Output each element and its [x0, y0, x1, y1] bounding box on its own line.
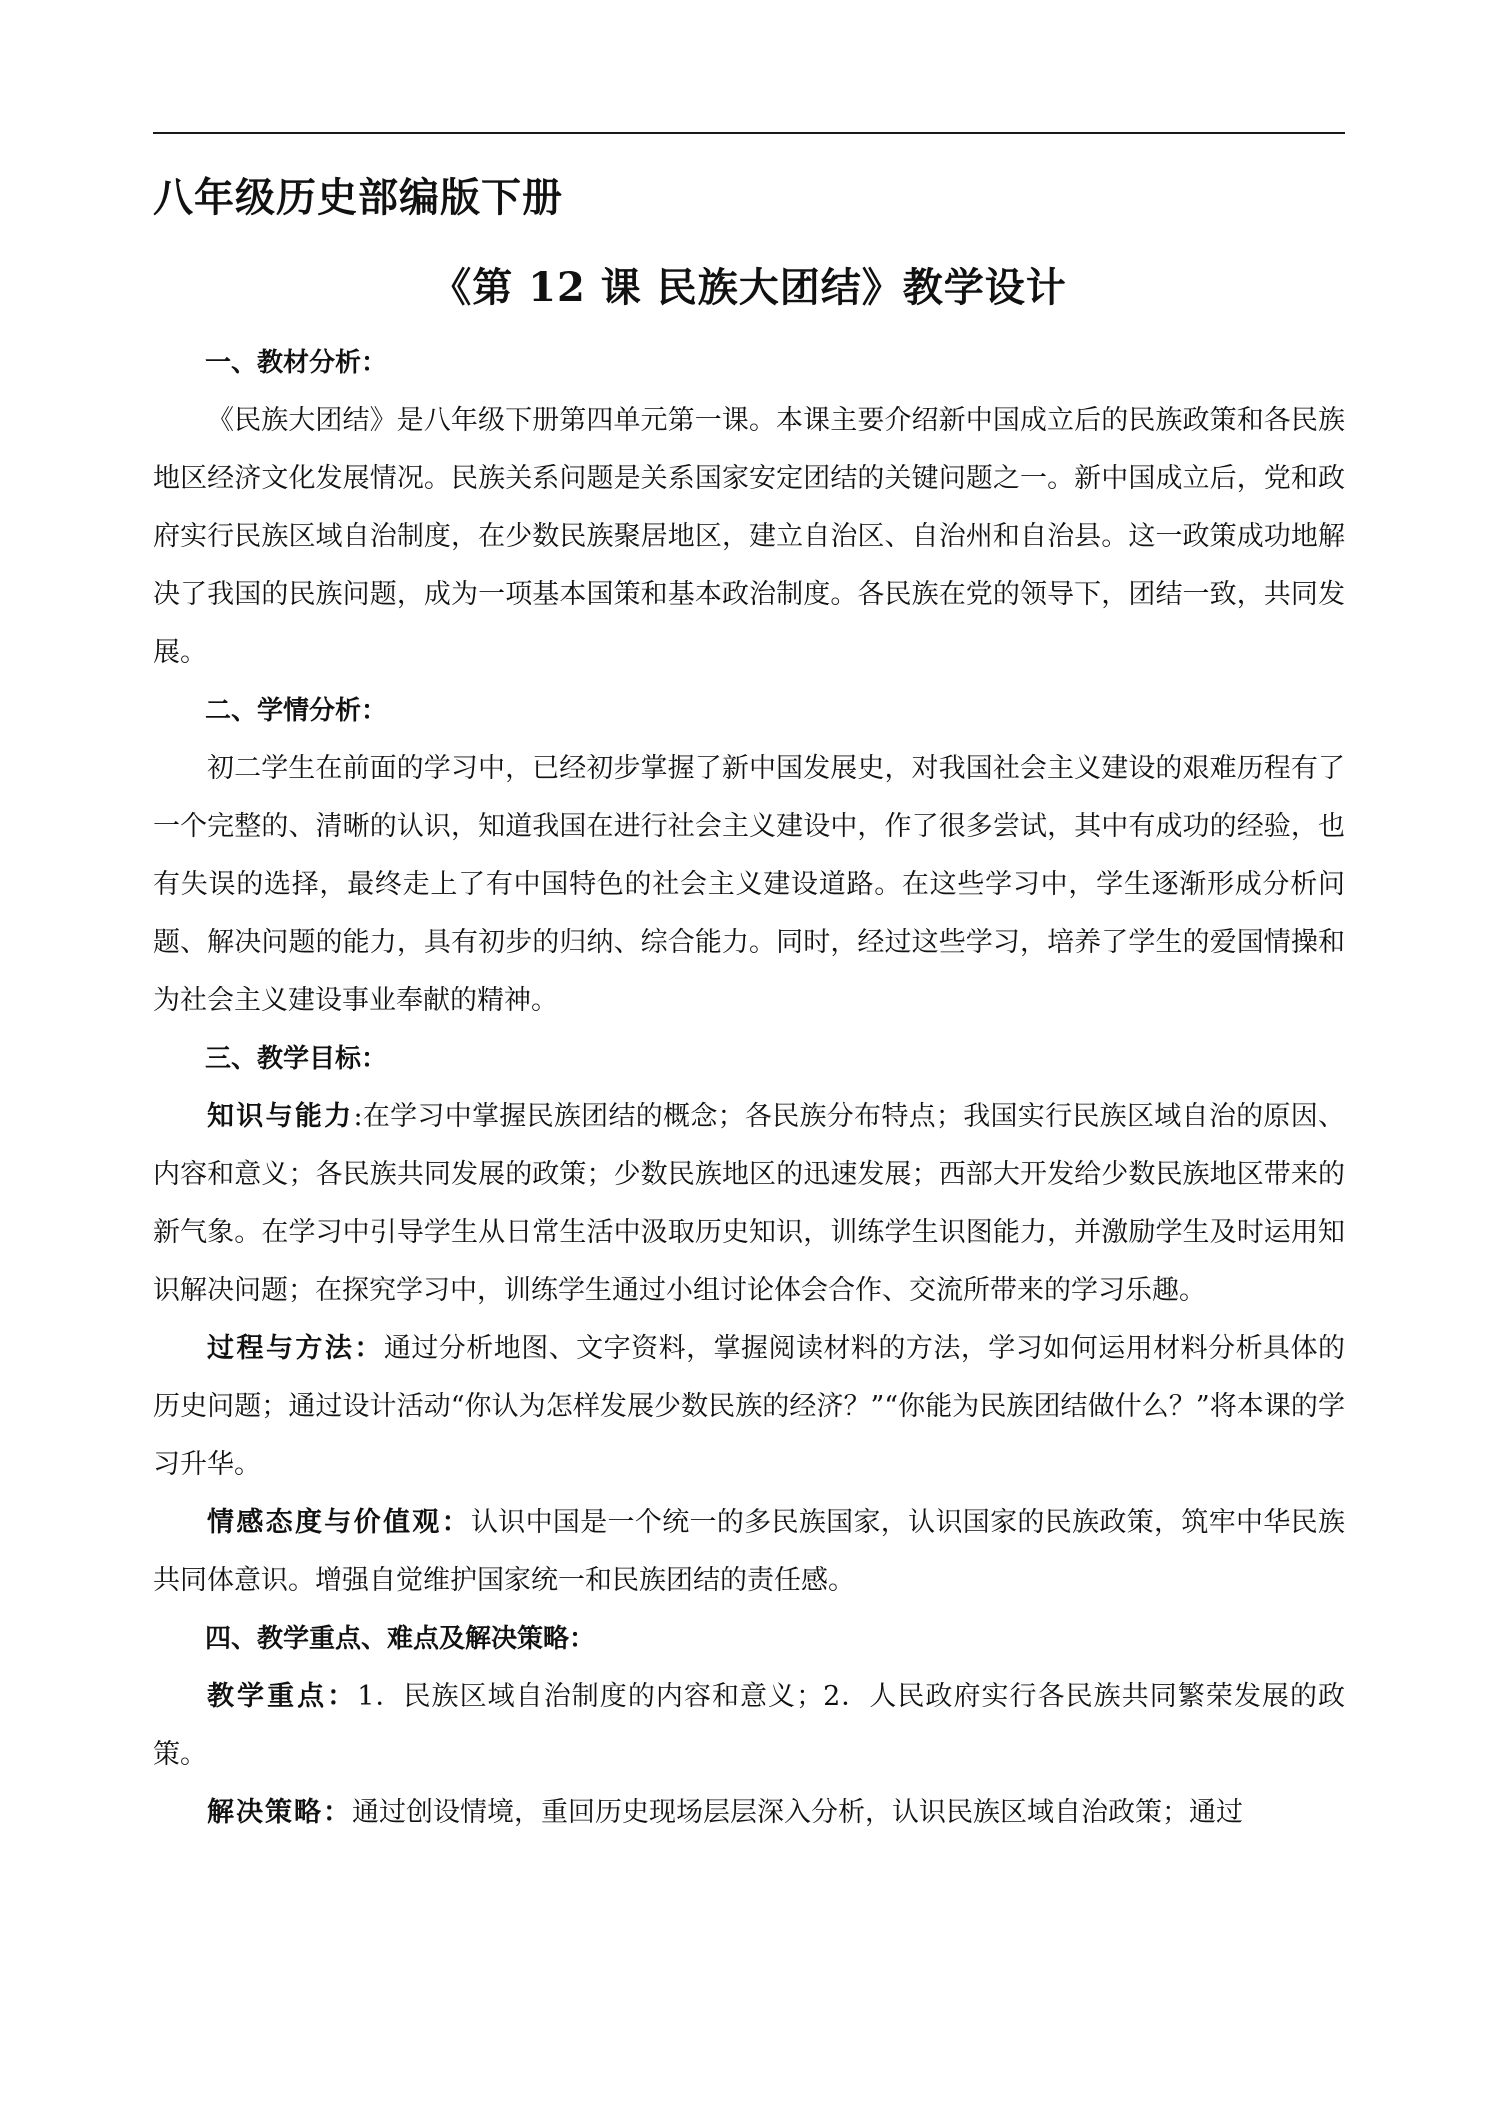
objective-process-method [153, 1320, 1345, 1494]
objective-text: :在学习中掌握民族团结的概念；各民族分布特点；我国实行民族区域自治的原因、内容和意义；各民族共同发展的政策；少数民族地区的迅速发展；西部大开发给少数民族地区带来的新气象。在学习中引导学生从日常生活中汲取历史知识，训练学生识图能力，并激励学生及时运用知识解决问题；在探究学习中，训练学生通过小组讨论体会合作、交流所带来的学习乐趣。 [153, 1101, 1345, 1306]
objective-lead-label: 知识与能力 [207, 1101, 354, 1132]
section-heading-key-points: 四、教学重点、难点及解决策略： [205, 1624, 596, 1654]
key-point-text: 1．民族区域自治制度的内容和意义；2．人民政府实行各民族共同繁荣发展的政策。 [153, 1681, 1346, 1770]
paragraph-textbook-analysis: 《民族大团结》是八年级下册第四单元第一课。本课主要介绍新中国成立后的民族政策和各民族地区经济文化发展情况。民族关系问题是关系国家安定团结的关键问题之一。新中国成立后，党和政府实行民族区域自治制度，在少数民族聚居地区，建立自治区、自治州和自治县。这一政策成功地解决了我国的民族问题，成为一项基本国策和基本政治制度。各民族在党的领导下，团结一致，共同发展。 [153, 405, 1345, 668]
section-heading-textbook-analysis: 一、教材分析： [205, 348, 388, 378]
objective-emotion-values [153, 1494, 1345, 1610]
grade-title: 八年级历史部编版下册 [153, 174, 563, 221]
header-rule [153, 132, 1345, 134]
key-point-text: 通过创设情境，重回历史现场层层深入分析，认识民族区域自治政策；通过 [352, 1797, 1243, 1828]
objective-text: 通过分析地图、文字资料，掌握阅读材料的方法，学习如何运用材料分析具体的历史问题；通过设计活动“你认为怎样发展少数民族的经济？”“你能为民族团结做什么？”将本课的学习升华。 [153, 1333, 1346, 1480]
section-heading-teaching-objectives: 三、教学目标： [205, 1044, 388, 1074]
objective-text: 认识中国是一个统一的多民族国家，认识国家的民族政策，筑牢中华民族共同体意识。增强自觉维护国家统一和民族团结的责任感。 [153, 1507, 1346, 1596]
objective-knowledge-ability [153, 1088, 1345, 1320]
document-page [153, 132, 1345, 1842]
key-point-lead-label: 解决策略： [207, 1797, 352, 1828]
section-heading-student-analysis: 二、学情分析： [205, 696, 388, 726]
document-title: 《第 12 课 民族大团结》教学设计 [431, 264, 1067, 311]
key-point-lead-label: 教学重点： [207, 1681, 358, 1712]
key-point-strategy [153, 1784, 1345, 1842]
paragraph-student-analysis: 初二学生在前面的学习中，已经初步掌握了新中国发展史，对我国社会主义建设的艰难历程有了一个完整的、清晰的认识，知道我国在进行社会主义建设中，作了很多尝试，其中有成功的经验，也有失误的选择，最终走上了有中国特色的社会主义建设道路。在这些学习中，学生逐渐形成分析问题、解决问题的能力，具有初步的归纳、综合能力。同时，经过这些学习，培养了学生的爱国情操和为社会主义建设事业奉献的精神。 [153, 753, 1345, 1016]
objective-lead-label: 过程与方法： [207, 1333, 384, 1364]
objective-lead-label: 情感态度与价值观： [207, 1507, 471, 1538]
key-point-focus [153, 1668, 1345, 1784]
